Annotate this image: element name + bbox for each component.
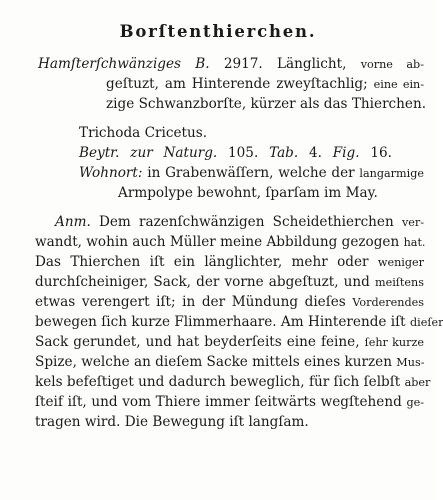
entry-name: Hamſterſchwänziges B. [38, 56, 210, 72]
entry-line-3: zige Schwanzborſte, kürzer als das Thierchen. [106, 96, 427, 112]
habitat-text-1: in Grabenwäſſern, welche der [147, 165, 355, 181]
habitat-line-2: Armpolype bewohnt, ſparſam im May. [118, 185, 378, 201]
entry-number: 2917. [223, 56, 263, 72]
entry-line-1 [38, 56, 424, 73]
note-text-5-small: Vorderendes [352, 296, 424, 309]
reference-line [79, 145, 392, 162]
reference-source: Beytr. zur Naturg. [79, 145, 218, 161]
reference-tab: 4. [308, 145, 322, 161]
note-line-7 [35, 334, 424, 351]
note-text-4: durchſcheiniger, Sack, der vorne abgeſtuzt, und [35, 274, 370, 290]
note-line-4 [35, 274, 424, 291]
note-line-10 [35, 394, 424, 411]
note-text-10-small: ge- [406, 396, 424, 409]
synonym: Trichoda Cricetus. [79, 125, 208, 141]
reference-page: 105. [228, 145, 259, 161]
entry-desc-2: geſtuzt, am Hinterende zweyſtachlig; [106, 76, 368, 92]
note-line-8 [35, 354, 424, 371]
note-line-11: tragen wird. Die Bewegung iſt langſam. [35, 414, 309, 430]
entry-desc-1: Länglicht, [277, 56, 347, 72]
note-text-2: wandt, wohin auch Müller meine Abbildung gezogen [35, 234, 400, 250]
note-text-2-small: hat. [403, 236, 426, 249]
note-text-1: Dem razenſchwänzigen Scheidethierchen [98, 214, 394, 230]
habitat-label: Wohnort: [79, 165, 143, 181]
reference-tab-label: Tab. [269, 145, 299, 161]
reference-fig-label: Fig. [332, 145, 360, 161]
note-text-3: Das Thierchen iſt ein länglichter, mehr oder [35, 254, 369, 270]
note-line-6 [35, 314, 443, 331]
note-text-3-small: weniger [377, 256, 424, 269]
note-line-9 [35, 374, 431, 391]
note-text-10: ſteif iſt, und vom Thiere immer ſeitwärts wegſtehend [35, 394, 402, 410]
habitat-text-1-small: langarmige [359, 167, 424, 180]
note-text-9-small: aber [404, 376, 431, 389]
note-text-4-small: meiſtens [374, 276, 424, 289]
habitat-line-1 [79, 165, 424, 182]
note-text-7-small: ſehr kurze [364, 336, 424, 349]
note-line-1 [55, 214, 424, 231]
page-title: Borſtenthierchen. [119, 22, 317, 41]
note-text-6: bewegen ſich kurze Flimmerhaare. Am Hinterende iſt [35, 314, 406, 330]
reference-fig: 16. [370, 145, 392, 161]
note-label: Anm. [55, 214, 91, 230]
entry-desc-2-small: eine ein- [373, 78, 425, 91]
entry-line-2 [106, 76, 424, 93]
note-line-2 [35, 234, 424, 251]
note-text-5: etwas verengert iſt; in der Mündung dieſes [35, 294, 346, 310]
note-text-6-small: dieſer [409, 316, 443, 329]
note-line-5 [35, 294, 424, 311]
note-text-7: Sack gerundet, und hat beyderſeits eine feine, [35, 334, 360, 350]
note-text-8-small: Mus- [396, 356, 425, 369]
note-text-1-small: ver- [401, 216, 425, 229]
note-text-8: Spize, welche an dieſem Sacke mittels eines kurzen [35, 354, 392, 370]
entry-desc-1-small: vorne ab- [360, 58, 425, 71]
note-text-9: kels befeſtiget und dadurch beweglich, für ſich ſelbſt [35, 374, 401, 390]
note-line-3 [35, 254, 424, 271]
